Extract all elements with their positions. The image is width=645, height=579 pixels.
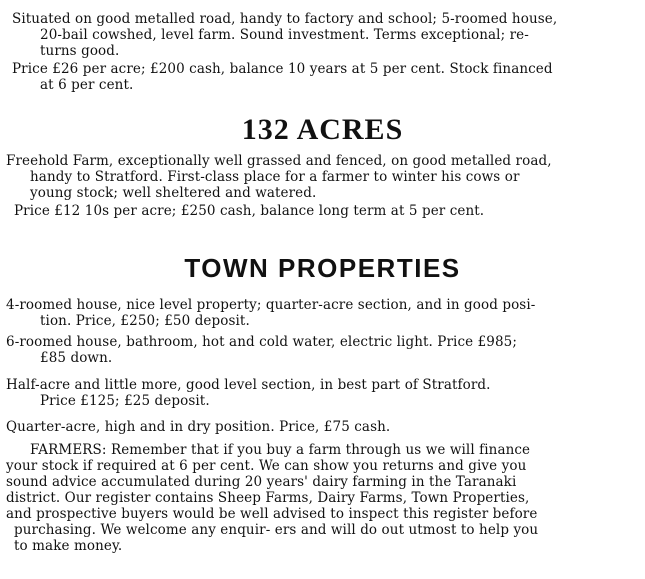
farm1-price: at 6 per cent. (40, 77, 134, 93)
farm2-line: young stock; well sheltered and watered. (30, 185, 317, 201)
farm2-price: Price £12 10s per acre; £250 cash, balance long term at 5 per cent. (14, 203, 485, 219)
town-item: £85 down. (40, 350, 113, 366)
farm1-line: turns good. (40, 43, 120, 59)
farm1-line: Situated on good metalled road, handy to factory and school; 5-roomed house, (12, 11, 558, 27)
farmers-text: district. Our register contains Sheep Farms, Dairy Farms, Town Properties, (6, 490, 530, 506)
town-item: Quarter-acre, high and in dry position. Price, £75 cash. (6, 419, 391, 435)
town-item: tion. Price, £250; £50 deposit. (40, 313, 250, 329)
town-item: Half-acre and little more, good level section, in best part of Stratford. (6, 377, 491, 393)
acres-heading: 132 ACRES (241, 113, 404, 146)
town-item: 4-roomed house, nice level property; quarter-acre section, and in good posi- (6, 297, 536, 313)
farmers-text: to make money. (14, 538, 123, 554)
town-properties-heading: TOWN PROPERTIES (184, 253, 461, 283)
town-item: 6-roomed house, bathroom, hot and cold water, electric light. Price £985; (6, 334, 518, 350)
farmers-text: purchasing. We welcome any enquir- ers and will do out utmost to help you (14, 522, 539, 538)
farm2-line: handy to Stratford. First-class place for a farmer to winter his cows or (30, 169, 520, 185)
farmers-text: your stock if required at 6 per cent. We can show you returns and give you (6, 458, 527, 474)
farm1-line: 20-bail cowshed, level farm. Sound investment. Terms exceptional; re- (40, 27, 529, 43)
farmers-text: sound advice accumulated during 20 years' dairy farming in the Taranaki (6, 474, 517, 490)
farmers-text: and prospective buyers would be well advised to inspect this register before (6, 506, 538, 522)
farm1-price: Price £26 per acre; £200 cash, balance 10 years at 5 per cent. Stock financed (12, 61, 553, 77)
farm2-line: Freehold Farm, exceptionally well grassed and fenced, on good metalled road, (6, 153, 552, 169)
farmers-text: FARMERS: Remember that if you buy a farm through us we will finance (30, 442, 531, 458)
town-item: Price £125; £25 deposit. (40, 393, 210, 409)
